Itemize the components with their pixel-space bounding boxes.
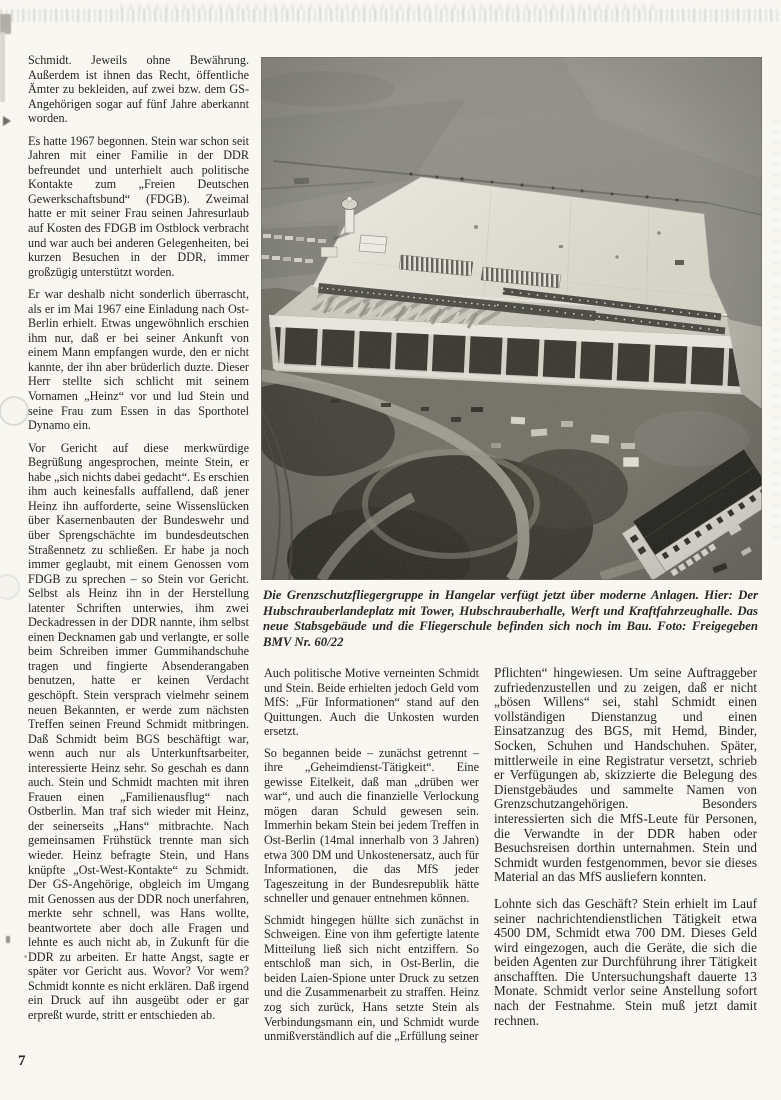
paragraph: Vor Gericht auf diese merkwürdige Begrüßung angesprochen, meinte Stein, er habe „sich nichts dabei gedacht“. Es erschien ihm auch keinesfalls auffallend, daß jener Heinz ihn aufforderte, seine Wissenslücken über Kasernenbauten der Bundeswehr und über Sprengschächte im bundesdeutschen Straßennetz zu schließen. Er habe ja noch immer geglaubt, mit einem Genossen vom FDGB zu sprechen – so Stein vor Gericht. Selbst als Heinz ihn in der Herstellung latenter Schriften unterwies, ihm zwei Deckadressen in der DDR nannte, ihm selbst einen Decknamen gab und verlangte, er solle beim Schreiben immer Gummihandschuhe tragen und fingierte Absenderangaben benutzen, hatte er keinen Verdacht geschöpft. Stein versprach vielmehr seinem neuen Bekannten, er werde zum nächsten Treffen seinen Freund Schmidt mitbringen. Daß Schmidt beim BGS beschäftigt war, wenn auch nur als Unterkunftsarbeiter, interessierte Heinz sehr. So geschah es dann auch. Stein und Schmidt machten mit ihren Frauen einen „Familienausflug“ nach Ostberlin. Man traf sich wieder mit Heinz, der seinerseits „Hans“ mitbrachte. Nach gemeinsamen Frühstück trennte man sich wieder. Heinz befragte Stein, und Hans knüpfte „Ost-West-Kontakte“ zu Schmidt. Der GS-Angehörige, obgleich im Umgang mit Genossen aus der DDR noch unerfahren, merkte sehr schnell, was Hans wollte, beantwortete aber doch alle Fragen und lehnte es auch nicht ab, in Zukunft für die DDR zu arbeiten. Er hatte Angst, sagte er später vor Gericht aus. Wovor? Vor wem? Schmidt konnte es nicht erklären. Daß irgend ein Druck auf ihn ausgeübt oder er gar erpreßt wurde, stritt er entschieden ab. [28, 440, 249, 1022]
paragraph: Lohnte sich das Geschäft? Stein erhielt im Lauf seiner nachrichtendienstlichen Tätigkeit etwa 4500 DM, Schmidt etwa 700 DM. Dieses Geld wird eingezogen, auch die Geräte, die sich die beiden Agenten zur Durchführung ihrer Tätigkeit anschafften. Die Untersuchungshaft dauerte 13 Monate. Schmidt verlor seine Anstellung sofort nach der Festnahme. Stein muß jetzt damit rechnen. [494, 895, 757, 1028]
aerial-photo [261, 57, 762, 580]
scan-artifact-speck [6, 936, 10, 943]
scan-artifact-edge-block [0, 14, 11, 34]
scan-artifact-speck [24, 955, 27, 958]
paragraph: Er war deshalb nicht sonderlich überrascht, als er im Mai 1967 eine Einladung nach Ost-Berlin erhielt. Etwas ungewöhnlich erschien ihm nur, daß er bei seiner Ankunft von einem Mann empfangen wurde, den er nicht kannte, der ihn aber brüderlich duzte. Dieser Herr stellte sich schlicht mit seinem Vornamen „Heinz“ vor und lud Stein und seine Frau zum Essen in das Sporthotel Dynamo ein. [28, 287, 249, 433]
paragraph: Pflichten“ hingewiesen. Um seine Auftraggeber zufriedenzustellen und zu zeigen, daß er nicht „bösen Willens“ sei, stahl Schmidt einen vollständigen Dienstanzug und einen Einsatzanzug des BGS, mit Hemd, Binder, Socken, Schuhen und Handschuhen. Später, mittlerweile in eine Registratur versetzt, schrieb er Verfügungen ab, skizzierte die Belegung des Dienstgebäudes und sammelte Namen von Grenzschutzangehörigen. Besonders interessierten sich die MfS-Leute für Personen, die Verwandte in der DDR haben oder Besuchsreisen dorthin unternahmen. Stein und Schmidt wurden festgenommen, bevor sie dieses Material an das MfS ausliefern konnten. [494, 665, 757, 885]
scan-artifact-edge-strip [0, 32, 5, 102]
paragraph: Es hatte 1967 begonnen. Stein war schon seit Jahren mit einer Familie in der DDR befreundet und unterhielt auch politische Kontakte zum „Freien Deutschen Gewerkschaftsbund“ (FDGB). Zweimal hatte er mit seiner Frau seinen Jahresurlaub auf Kosten des FDGB im Ostblock verbracht und war auch bei anderen Gelegenheiten, bei kurzen Besuchen in der DDR, immer großzügig unterstützt worden. [28, 133, 249, 279]
aerial-photo-image [261, 57, 762, 580]
paragraph: So begannen beide – zunächst getrennt – ihre „Geheimdienst-Tätigkeit“. Eine gewisse Eitelkeit, daß man „drüben wer war“, und auch die finanzielle Verlockung mögen daran Schuld gewesen sein. Immerhin bekam Stein bei jedem Treffen in Ost-Berlin (14mal innerhalb von 3 Jahren) etwa 300 DM und Unkostenersatz, auch für Informationen, die das MfS jeder Tageszeitung in der Bundesrepublik hätte schneller und genauer entnehmen können. [264, 745, 479, 906]
paragraph: Schmidt hingegen hüllte sich zunächst in Schweigen. Eine von ihm gefertigte latente Mitteilung ließ sich nicht entziffern. So entschloß man sich, in Ost-Berlin, die beiden Laien-Spione unter Druck zu setzen und die Zusammenarbeit zu straffen. Heinz zog sich zurück, Hans setzte Stein als Verbindungsmann ein, und Schmidt wurde unmißverständlich auf die „Erfüllung seiner [264, 912, 479, 1044]
photo-caption: Die Grenzschutzfliegergruppe in Hangelar verfügt jetzt über moderne Anlagen. Hier: Der Hubschrauberlandeplatz mit Tower, Hubschrauberhalle, Werft und Kraftfahrzeughalle. Das neue Stabsgebäude und die Fliegerschule befinden sich noch im Bau. Foto: Freigegeben BMV Nr. 60/22 [263, 588, 758, 649]
scan-artifact-top-smudge2 [120, 4, 660, 10]
right-column [494, 666, 757, 1040]
scan-artifact-hole [1, 398, 27, 424]
scan-artifact-top-smudge [0, 9, 781, 22]
page-number: 7 [18, 1053, 26, 1069]
scan-artifact-margin-mark [3, 116, 11, 126]
paragraph: Schmidt. Jeweils ohne Bewährung. Außerdem ist ihnen das Recht, öffentliche Ämter zu bekleiden, auf zwei bzw. dem GS-Angehörigen sogar auf fünf Jahre aberkannt worden. [28, 53, 249, 126]
scan-artifact-right-speckle [773, 120, 779, 540]
left-column [28, 53, 249, 1031]
scan-artifact-hole [0, 576, 18, 598]
paragraph: Auch politische Motive verneinten Schmidt und Stein. Beide erhielten jedoch Geld vom MfS: „Für Informationen“ stand auf den Quittungen. Auch die Unkosten wurden ersetzt. [264, 666, 479, 739]
middle-column [264, 666, 479, 1051]
